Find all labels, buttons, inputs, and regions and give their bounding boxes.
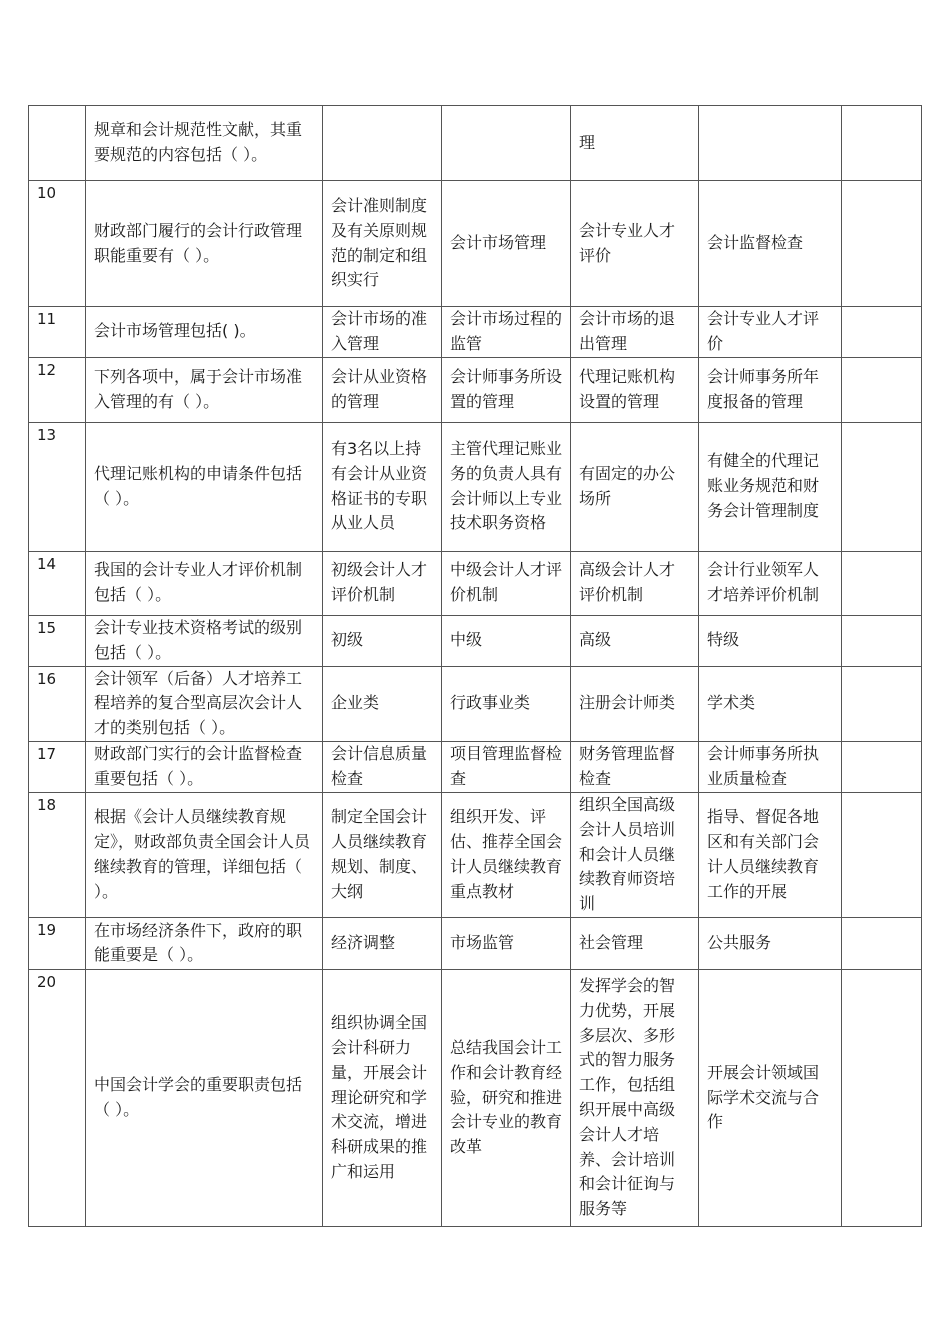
table-row	[29, 551, 922, 615]
option-d: 指导、督促各地区和有关部门会计人员继续教育工作的开展	[699, 792, 842, 917]
answer-cell	[842, 181, 922, 307]
question-number: 18	[29, 792, 86, 917]
question-text: 财政部门履行的会计行政管理职能重要有（ ）。	[86, 181, 323, 307]
option-c: 社会管理	[571, 917, 699, 969]
question-number: 10	[29, 181, 86, 307]
option-d: 会计师事务所年度报备的管理	[699, 357, 842, 422]
table-row	[29, 422, 922, 551]
option-a: 组织协调全国会计科研力量，开展会计理论研究和学术交流，增进科研成果的推广和运用	[323, 969, 442, 1226]
option-b: 行政事业类	[442, 666, 571, 741]
answer-cell	[842, 357, 922, 422]
option-d	[699, 106, 842, 181]
option-a: 制定全国会计人员继续教育规划、制度、大纲	[323, 792, 442, 917]
option-a: 初级会计人才评价机制	[323, 551, 442, 615]
question-text: 代理记账机构的申请条件包括（ ）。	[86, 422, 323, 551]
table-row	[29, 307, 922, 358]
option-a: 会计信息质量检查	[323, 741, 442, 792]
question-number: 12	[29, 357, 86, 422]
option-b: 总结我国会计工作和会计教育经验，研究和推进会计专业的教育改革	[442, 969, 571, 1226]
table-row	[29, 357, 922, 422]
option-b	[442, 106, 571, 181]
answer-cell	[842, 969, 922, 1226]
option-c: 高级会计人才评价机制	[571, 551, 699, 615]
answer-cell	[842, 422, 922, 551]
option-a: 初级	[323, 615, 442, 666]
question-number: 14	[29, 551, 86, 615]
option-c: 注册会计师类	[571, 666, 699, 741]
option-d: 会计行业领军人才培养评价机制	[699, 551, 842, 615]
option-b: 中级会计人才评价机制	[442, 551, 571, 615]
question-text: 在市场经济条件下，政府的职能重要是（ ）。	[86, 917, 323, 969]
option-d: 学术类	[699, 666, 842, 741]
question-text: 会计市场管理包括( )。	[86, 307, 323, 358]
question-table	[28, 105, 922, 1227]
question-text: 财政部门实行的会计监督检查重要包括（ ）。	[86, 741, 323, 792]
table-row	[29, 792, 922, 917]
question-number: 13	[29, 422, 86, 551]
question-number: 11	[29, 307, 86, 358]
question-number: 15	[29, 615, 86, 666]
table-body	[29, 106, 922, 1227]
option-c: 会计专业人才评价	[571, 181, 699, 307]
option-d: 公共服务	[699, 917, 842, 969]
question-text: 会计专业技术资格考试的级别包括（ ）。	[86, 615, 323, 666]
option-d: 会计师事务所执业质量检查	[699, 741, 842, 792]
option-a: 会计市场的准入管理	[323, 307, 442, 358]
table-row	[29, 615, 922, 666]
option-b: 主管代理记账业务的负责人具有会计师以上专业技术职务资格	[442, 422, 571, 551]
option-c: 理	[571, 106, 699, 181]
answer-cell	[842, 307, 922, 358]
option-c: 高级	[571, 615, 699, 666]
answer-cell	[842, 551, 922, 615]
option-d: 特级	[699, 615, 842, 666]
table-row	[29, 106, 922, 181]
option-b: 项目管理监督检查	[442, 741, 571, 792]
question-text: 规章和会计规范性文献，其重要规范的内容包括（ ）。	[86, 106, 323, 181]
answer-cell	[842, 917, 922, 969]
option-b: 会计市场管理	[442, 181, 571, 307]
option-a: 经济调整	[323, 917, 442, 969]
question-number: 17	[29, 741, 86, 792]
question-number	[29, 106, 86, 181]
answer-cell	[842, 666, 922, 741]
option-c: 代理记账机构设置的管理	[571, 357, 699, 422]
table-row	[29, 741, 922, 792]
option-d: 会计专业人才评价	[699, 307, 842, 358]
option-c: 发挥学会的智力优势，开展多层次、多形式的智力服务工作，包括组织开展中高级会计人才培养、会计培训和会计征询与服务等	[571, 969, 699, 1226]
question-text: 我国的会计专业人才评价机制包括（ ）。	[86, 551, 323, 615]
option-d: 有健全的代理记账业务规范和财务会计管理制度	[699, 422, 842, 551]
question-text: 根据《会计人员继续教育规定》，财政部负责全国会计人员继续教育的管理，详细包括（ ）。	[86, 792, 323, 917]
table-row	[29, 917, 922, 969]
option-d: 会计监督检查	[699, 181, 842, 307]
option-c: 会计市场的退出管理	[571, 307, 699, 358]
question-text: 中国会计学会的重要职责包括（ ）。	[86, 969, 323, 1226]
table-row	[29, 969, 922, 1226]
question-number: 19	[29, 917, 86, 969]
option-c: 有固定的办公场所	[571, 422, 699, 551]
option-b: 会计市场过程的监管	[442, 307, 571, 358]
option-a: 会计从业资格的管理	[323, 357, 442, 422]
question-text: 会计领军（后备）人才培养工程培养的复合型高层次会计人才的类别包括（ ）。	[86, 666, 323, 741]
option-c: 财务管理监督检查	[571, 741, 699, 792]
option-b: 组织开发、评估、推荐全国会计人员继续教育重点教材	[442, 792, 571, 917]
answer-cell	[842, 615, 922, 666]
option-a: 会计准则制度及有关原则规范的制定和组织实行	[323, 181, 442, 307]
table-row	[29, 666, 922, 741]
question-number: 20	[29, 969, 86, 1226]
answer-cell	[842, 792, 922, 917]
option-b: 市场监管	[442, 917, 571, 969]
option-a: 有3名以上持有会计从业资格证书的专职从业人员	[323, 422, 442, 551]
table-row	[29, 181, 922, 307]
option-d: 开展会计领域国际学术交流与合作	[699, 969, 842, 1226]
option-a: 企业类	[323, 666, 442, 741]
option-c: 组织全国高级会计人员培训和会计人员继续教育师资培训	[571, 792, 699, 917]
option-b: 会计师事务所设置的管理	[442, 357, 571, 422]
answer-cell	[842, 106, 922, 181]
option-b: 中级	[442, 615, 571, 666]
option-a	[323, 106, 442, 181]
question-number: 16	[29, 666, 86, 741]
answer-cell	[842, 741, 922, 792]
question-text: 下列各项中，属于会计市场准入管理的有（ ）。	[86, 357, 323, 422]
